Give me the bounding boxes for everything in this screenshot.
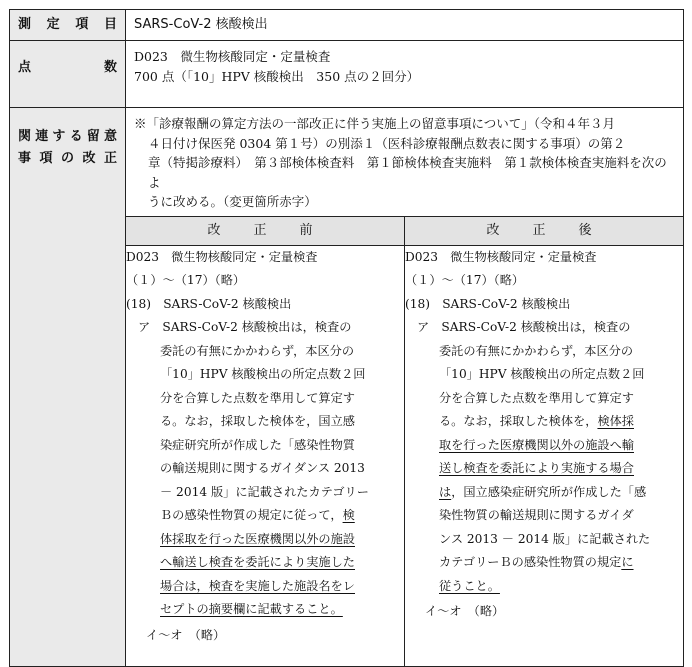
label-test-item	[10, 10, 126, 41]
label-related-notes	[10, 108, 126, 667]
text-line: 分を合算した点数を準用して算定す	[439, 390, 634, 405]
label-char: 項	[75, 17, 89, 32]
text-segment: カテゴリーＢの感染性物質の規定	[439, 555, 622, 569]
text-line: 染性物質の輸送規則に関するガイダ	[439, 508, 634, 522]
text-line: ンス 2013 － 2014 版」に記載された	[439, 531, 651, 546]
notes-content	[126, 108, 684, 667]
text-line: － 2014 版」に記載されたカテゴリー	[160, 484, 369, 499]
text-line: 染症研究所が作成した「感染性物質	[160, 437, 355, 452]
text-line: （１）～（17）（略）	[405, 273, 525, 287]
label-char: 関	[18, 129, 32, 144]
text-line: 分を合算した点数を準用して算定す	[160, 390, 355, 405]
row-points	[10, 41, 684, 108]
text-line: ア SARS-CoV-2 核酸検出は，検査の	[138, 320, 352, 334]
text-line: 「10」HPV 核酸検出の所定点数２回	[160, 367, 366, 381]
text-line: の輸送規則に関するガイダンス 2013	[160, 461, 365, 475]
changed-text: 取を行った医療機関以外の施設へ輸	[439, 437, 634, 452]
row-notes	[10, 108, 684, 667]
text-line: 委託の有無にかかわらず，本区分の	[439, 343, 634, 358]
text-line: D023 微生物核酸同定・定量検査	[405, 249, 597, 264]
label-char: の	[60, 151, 74, 166]
text-segment: ，国立感染症研究所が作成した「感	[451, 484, 647, 499]
text-line	[405, 481, 683, 505]
changed-text: へ輸送し検査を委託により実施した	[160, 555, 355, 569]
label-char: 改	[82, 151, 96, 166]
text-line: (18) SARS-CoV-2 核酸検出	[405, 296, 571, 311]
label-char: 目	[103, 17, 117, 32]
changed-text: 検	[342, 508, 355, 522]
points-line-1: D023 微生物核酸同定・定量検査	[134, 49, 331, 64]
note-line: ※「診療報酬の算定方法の一部改正に伴う実施上の留意事項について」（令和４年３月	[134, 116, 616, 131]
text-line: D023 微生物核酸同定・定量検査	[126, 249, 318, 264]
text-line	[126, 504, 404, 528]
label-char: 意	[103, 129, 117, 144]
text-line: イ～オ （略）	[425, 604, 505, 618]
label-char: 数	[103, 60, 117, 75]
note-line: 章（特掲診療料） 第３部検体検査料 第１節検体検査実施料 第１款検体検査実施料を次のよ	[148, 155, 667, 190]
revision-document	[9, 9, 683, 642]
changed-text: 従うこと。	[439, 578, 500, 593]
text-line: 「10」HPV 核酸検出の所定点数２回	[439, 367, 645, 381]
label-char: 連	[35, 129, 49, 144]
revision-table	[9, 9, 684, 667]
label-points	[10, 41, 126, 108]
revision-note	[126, 108, 683, 216]
text-line: (18) SARS-CoV-2 核酸検出	[126, 296, 292, 311]
text-line: イ～オ （略）	[146, 627, 226, 642]
changed-text: 体採取を行った医療機関以外の施設	[160, 531, 355, 546]
changed-text: セプトの摘要欄に記載すること。	[160, 602, 343, 616]
label-char: 留	[86, 129, 100, 144]
note-line: うに改める。（変更箇所赤字）	[148, 194, 317, 209]
changed-text: 送し検査を委託により実施する場合	[439, 461, 634, 475]
label-char: 事	[18, 151, 32, 166]
text-line	[405, 410, 683, 434]
text-line: る。なお，採取した検体を，国立感	[160, 414, 355, 428]
label-char: 項	[39, 151, 53, 166]
note-line: ４日付け保医発 0304 第１号）の別添１（医科診療報酬点数表に関する事項）の第２	[148, 135, 626, 151]
column-after	[405, 245, 684, 666]
points-line-2: 700 点（「10」HPV 核酸検出 350 点の２回分）	[134, 69, 420, 84]
row-test-item	[10, 10, 684, 41]
text-segment: る。なお，採取した検体を，	[439, 414, 598, 428]
label-char: す	[52, 129, 66, 144]
label-char: る	[69, 129, 83, 144]
changed-text: 検体採	[597, 414, 634, 428]
value-points	[126, 41, 684, 108]
text-line: 委託の有無にかかわらず，本区分の	[160, 343, 355, 358]
heading-before: 改 正 前	[126, 216, 405, 245]
label-char: 測	[18, 17, 32, 32]
comparison-table	[126, 216, 683, 666]
changed-text: 場合は，検査を実施した施設名をレ	[160, 578, 355, 593]
heading-after: 改 正 後	[405, 216, 684, 245]
value-test-item: SARS-CoV-2 核酸検出	[126, 10, 684, 41]
changed-text: に	[621, 555, 634, 569]
changed-text: は	[439, 484, 452, 499]
text-line: ア SARS-CoV-2 核酸検出は，検査の	[417, 320, 631, 334]
text-segment: Ｂの感染性物質の規定に従って，	[160, 508, 343, 522]
text-line	[405, 551, 683, 575]
label-char: 点	[18, 60, 32, 75]
text-line: （１）～（17）（略）	[126, 273, 246, 287]
label-char: 定	[46, 17, 60, 32]
column-before	[126, 245, 405, 666]
label-char: 正	[103, 151, 117, 166]
